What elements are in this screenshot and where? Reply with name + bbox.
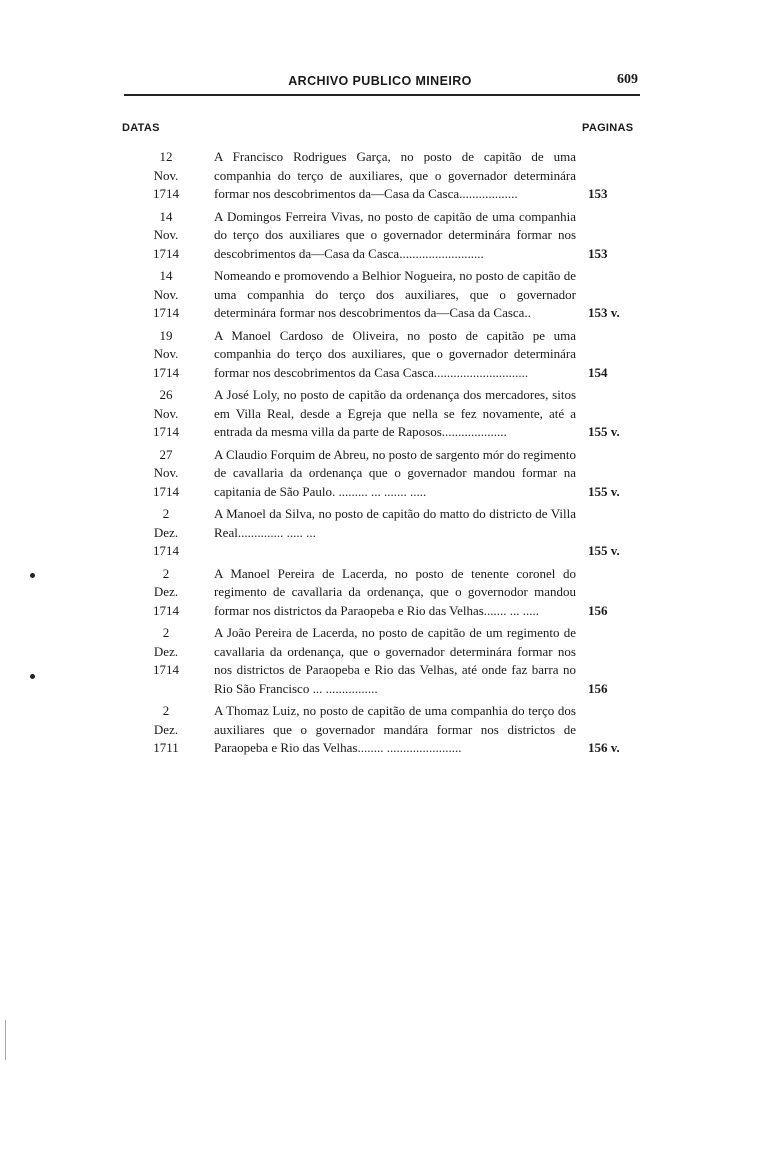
entry-text: A Manoel Pereira de Lacerda, no posto de tenente coronel do regimento de cavallaria da ordenança, que o governodor mandou formar nos districtos da Paraopeba e Rio das Velhas....... ... .....	[214, 565, 576, 618]
entry-date-day: 19	[159, 327, 173, 343]
index-entry	[0, 624, 768, 698]
dates-column-label: DATAS	[122, 122, 160, 134]
entry-text: A Manoel da Silva, no posto de capitão do matto do districto de Villa Real.............. ..... ...	[214, 506, 576, 540]
header-title: ARCHIVO PUBLICO MINEIRO	[288, 74, 472, 88]
entry-date-year: 1714	[153, 186, 179, 201]
entry-text: A Manoel Cardoso de Oliveira, no posto de capitão pe uma companhia do terço dos auxiliares, que o governador determinára formar nos descobrimentos da Casa Casca.............................	[214, 327, 576, 380]
index-entry	[0, 565, 768, 621]
index-entry	[0, 148, 768, 204]
entry-page-ref: 154	[588, 364, 608, 380]
entry-text: A Domingos Ferreira Vivas, no posto de capitão de uma companhia do terço dos auxiliares que o governador determinára formar nos descobrimentos da—Casa da Casca..........................	[214, 208, 576, 261]
entry-text: Nomeando e promovendo a Belhior Nogueira, no posto de capitão de uma companhia do terço dos auxiliares, que o governador determinára formar nos descobrimentos da—Casa da Casca..	[214, 268, 576, 320]
entry-date-month: Nov.	[153, 286, 179, 302]
entry-date-month: Dez.	[153, 524, 179, 540]
entry-page-ref: 153	[588, 245, 608, 261]
entry-date-day: 2	[162, 565, 170, 581]
entry-date-day: 12	[159, 149, 173, 164]
entry-date	[126, 208, 206, 264]
entry-date-day: 27	[159, 446, 173, 462]
entry-date-month: Nov.	[153, 346, 179, 361]
entry-text: A Thomaz Luiz, no posto de capitão de uma companhia do terço dos auxiliares que o governador mandára formar nos districtos de Paraopeba e Rio das Velhas........ .......................	[214, 703, 576, 755]
entry-date-day: 26	[159, 387, 173, 402]
entry-date-day: 14	[159, 268, 173, 283]
entry-date-year: 1714	[153, 662, 179, 677]
page-number: 609	[617, 72, 638, 87]
entry-date	[126, 446, 206, 502]
entry-date	[126, 267, 206, 323]
entry-page-ref: 156 v.	[588, 740, 620, 755]
entry-date	[126, 327, 206, 383]
index-entry	[0, 208, 768, 264]
entry-date	[126, 148, 206, 204]
running-header	[120, 74, 640, 94]
margin-dot	[30, 573, 35, 578]
entry-date-month: Dez.	[153, 643, 179, 659]
entry-date-year: 1714	[153, 245, 179, 261]
entry-date	[126, 505, 206, 561]
index-entry	[0, 505, 768, 561]
index-entry	[0, 327, 768, 383]
entry-date-year: 1714	[153, 543, 179, 558]
entry-date	[126, 702, 206, 758]
margin-dot	[30, 674, 35, 679]
index-entry	[0, 702, 768, 758]
entry-date-year: 1714	[153, 424, 179, 439]
entry-date-month: Nov.	[153, 465, 179, 480]
entry-date-day: 14	[159, 208, 173, 224]
entry-date-month: Nov.	[153, 227, 179, 242]
entry-text: A Francisco Rodrigues Garça, no posto de capitão de uma companhia do terço de auxiliares, que o governador determinára formar nos descobrimentos da—Casa da Casca..................	[214, 149, 576, 201]
entry-page-ref: 156	[588, 602, 608, 618]
entry-date-month: Nov.	[153, 405, 179, 421]
entry-text: A José Loly, no posto de capitão da ordenança dos mercadores, sitos em Villa Real, desde a Egreja que nella se fez novamente, até a entrada da mesma villa da parte de Raposos....................	[214, 387, 576, 439]
entry-date-year: 1714	[153, 483, 179, 499]
entry-date-day: 2	[162, 506, 170, 521]
entry-text: A João Pereira de Lacerda, no posto de capitão de um regimento de cavallaria da ordenança, que o governador determinára formar nos nos districtos de Paraopeba e Rio das Velhas, até onde faz barra no Rio São Francisco ... ................	[214, 625, 576, 696]
index-entries	[0, 148, 768, 762]
entry-date	[126, 624, 206, 680]
index-entry	[0, 267, 768, 323]
entry-date-month: Dez.	[153, 584, 179, 599]
entry-date	[126, 565, 206, 621]
margin-mark	[5, 1020, 6, 1060]
entry-page-ref: 156	[588, 680, 608, 696]
entry-page-ref: 153	[588, 186, 608, 201]
entry-page-ref: 153 v.	[588, 305, 620, 320]
index-entry	[0, 446, 768, 502]
header-rule	[124, 94, 640, 96]
entry-page-ref: 155 v.	[588, 483, 620, 499]
entry-date-day: 2	[162, 703, 170, 718]
entry-date-day: 2	[162, 625, 170, 640]
index-entry	[0, 386, 768, 442]
entry-date-year: 1714	[153, 602, 179, 618]
entry-text: A Claudio Forquim de Abreu, no posto de sargento mór do regimento de cavallaria da ordenança que o governador mandou formar na capitania de São Paulo. ......... ... ....... .....	[214, 446, 576, 499]
entry-page-ref: 155 v.	[588, 424, 620, 439]
entry-date-month: Nov.	[153, 167, 179, 183]
entry-page-ref: 155 v.	[588, 543, 620, 558]
entry-date-year: 1711	[153, 740, 179, 755]
pages-column-label: PAGINAS	[582, 122, 634, 134]
entry-date-year: 1714	[153, 305, 179, 320]
entry-date-year: 1714	[153, 364, 179, 380]
entry-date	[126, 386, 206, 442]
entry-date-month: Dez.	[153, 721, 179, 737]
